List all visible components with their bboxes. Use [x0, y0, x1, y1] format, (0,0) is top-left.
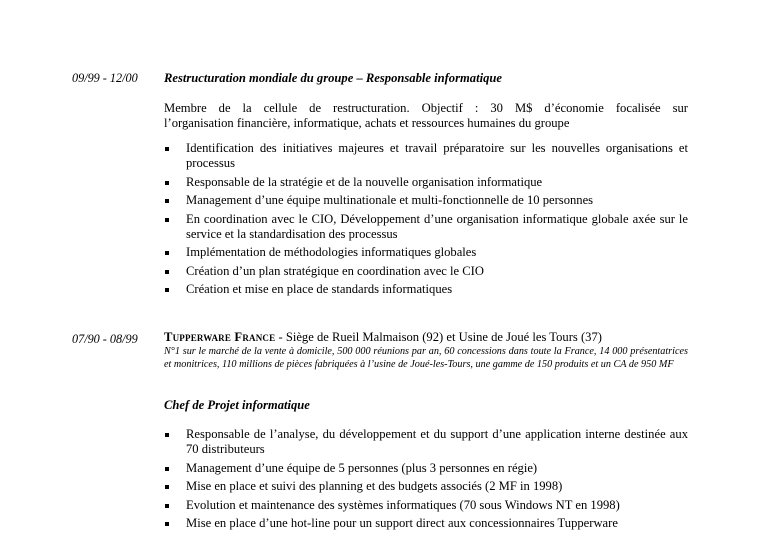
- description-line: l’organisation financière, informatique, achats et ressources humaines du groupe: [164, 116, 570, 130]
- list-item: [164, 461, 688, 476]
- list-item: [164, 212, 688, 242]
- list-item: [164, 141, 688, 171]
- list-item-text: Mise en place et suivi des planning et des budgets associés (2 MF in 1998): [186, 479, 563, 493]
- entry-title: Restructuration mondiale du groupe – Responsable informatique: [164, 71, 502, 85]
- list-item: [164, 427, 688, 457]
- company-description: N°1 sur le marché de la vente à domicile, 500 000 réunions par an, 60 concessions dans toute la France, 14 000 présentatrices et monitrices, 110 millions de pièces fabriquées à l’usine de Joué-les-Tours, une gamme de 150 produits et un CA de 950 MF: [164, 346, 688, 370]
- list-item: [164, 516, 688, 531]
- company-name: Tupperware France: [164, 330, 276, 344]
- entry-date: 07/90 - 08/99: [72, 332, 138, 346]
- list-item: [164, 264, 688, 279]
- list-item: [164, 175, 688, 190]
- company-location: - Siège de Rueil Malmaison (92) et Usine de Joué les Tours (37): [275, 330, 602, 344]
- entry-date: 09/99 - 12/00: [72, 71, 138, 85]
- list-item: [164, 282, 688, 297]
- list-item-text: Création d’un plan stratégique en coordination avec le CIO: [186, 263, 484, 278]
- list-item-text: Responsable de l’analyse, du développement et du support d’une application interne destinée aux 70 distributeurs: [186, 427, 688, 456]
- list-item: [164, 479, 688, 494]
- list-item: [164, 193, 688, 208]
- list-item-text: Management d’une équipe de 5 personnes (plus 3 personnes en régie): [186, 460, 538, 475]
- list-item: [164, 498, 688, 513]
- entry-description: [164, 101, 688, 131]
- list-item-text: Responsable de la stratégie et de la nouvelle organisation informatique: [186, 174, 543, 189]
- list-item-text: Mise en place d’une hot-line pour un support direct aux concessionnaires Tupperware: [186, 516, 618, 530]
- responsibility-list: [164, 141, 688, 301]
- description-line: Membre de la cellule de restructuration. Objectif : 30 M$ d’économie focalisée sur: [164, 101, 688, 115]
- list-item-text: Identification des initiatives majeures et travail préparatoire sur les nouvelles organisations et processus: [186, 141, 688, 170]
- list-item-text: Implémentation de méthodologies informatiques globales: [186, 245, 477, 259]
- list-item: [164, 245, 688, 260]
- company-header: [164, 330, 688, 345]
- list-item-text: Evolution et maintenance des systèmes informatiques (70 sous Windows NT en 1998): [186, 497, 620, 512]
- responsibility-list: [164, 427, 688, 535]
- list-item-text: Création et mise en place de standards informatiques: [186, 282, 453, 296]
- list-item-text: Management d’une équipe multinationale et multi-fonctionnelle de 10 personnes: [186, 193, 594, 207]
- list-item-text: En coordination avec le CIO, Développement d’une organisation informatique globale axée sur le service et la standardisation des processus: [186, 211, 688, 241]
- entry-title: Chef de Projet informatique: [164, 398, 310, 412]
